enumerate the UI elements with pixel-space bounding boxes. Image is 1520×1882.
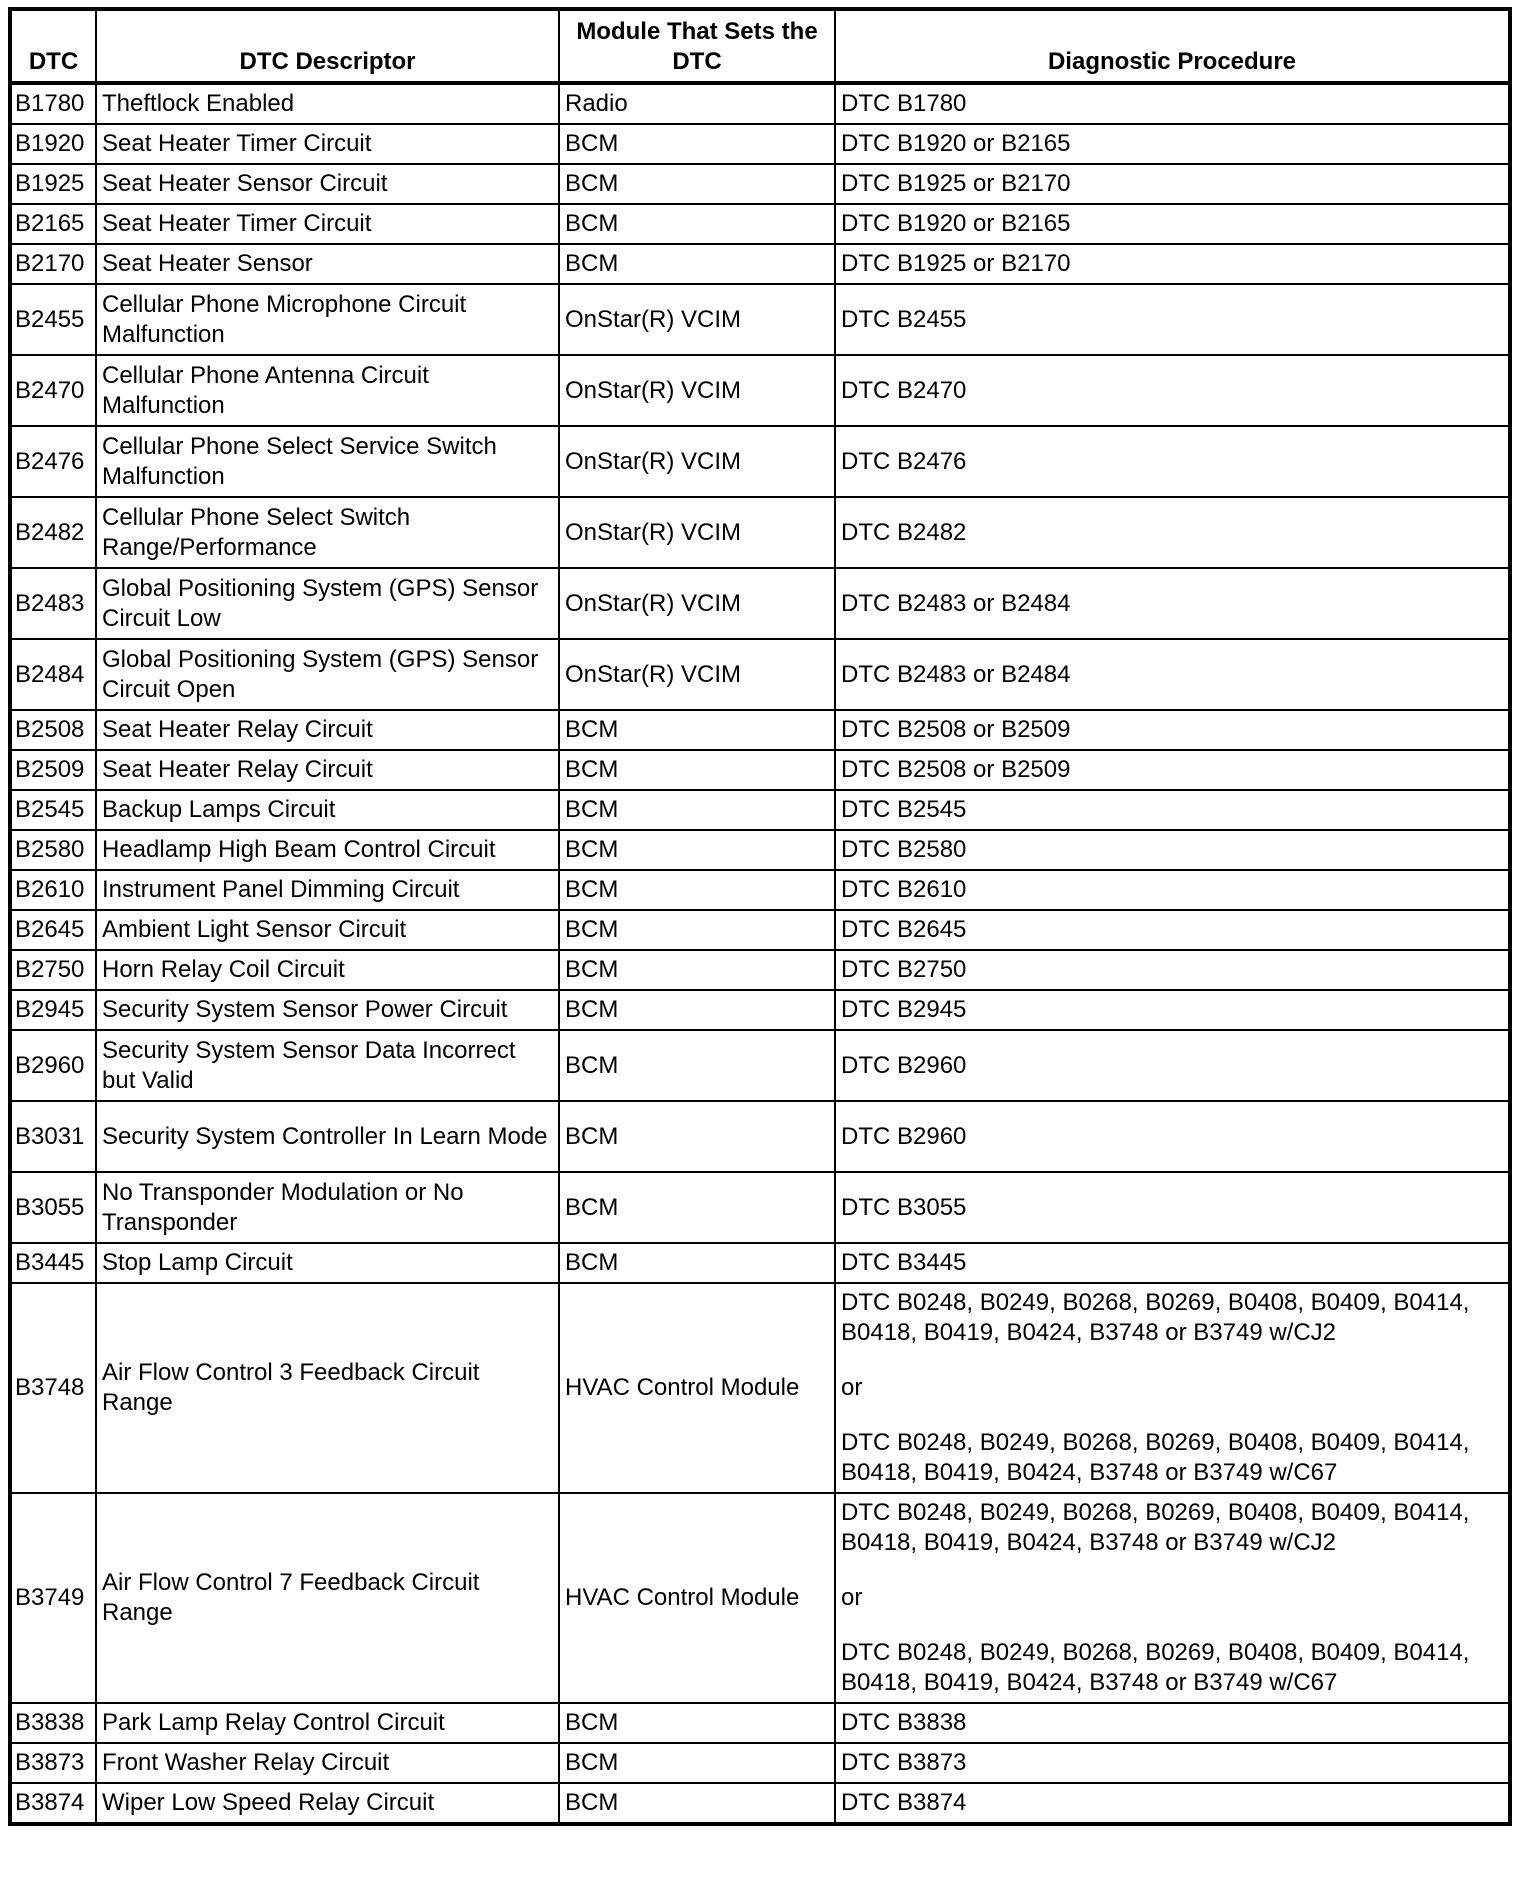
procedure-line: DTC B1920 or B2165 [841, 130, 1071, 157]
module-cell: BCM [559, 244, 835, 284]
module-cell: OnStar(R) VCIM [559, 497, 835, 568]
descriptor-cell: Seat Heater Timer Circuit [96, 204, 559, 244]
descriptor-cell: Security System Sensor Data Incorrect but Valid [96, 1030, 559, 1101]
dtc-code-cell: B3445 [10, 1243, 96, 1283]
procedure-line: DTC B3873 [841, 1749, 967, 1776]
descriptor-cell: Air Flow Control 3 Feedback Circuit Range [96, 1283, 559, 1493]
dtc-code-cell: B2945 [10, 990, 96, 1030]
table-row [10, 750, 1510, 790]
procedure-cell [835, 870, 1510, 910]
dtc-code-cell: B2470 [10, 355, 96, 426]
descriptor-cell: Cellular Phone Antenna Circuit Malfunction [96, 355, 559, 426]
descriptor-cell: Cellular Phone Microphone Circuit Malfunction [96, 284, 559, 355]
procedure-line: DTC B2508 or B2509 [841, 756, 1071, 783]
dtc-code-cell: B3749 [10, 1493, 96, 1703]
dtc-code-cell: B2165 [10, 204, 96, 244]
dtc-code-cell: B2170 [10, 244, 96, 284]
dtc-code-cell: B1920 [10, 124, 96, 164]
module-cell: BCM [559, 950, 835, 990]
procedure-line: DTC B2476 [841, 447, 967, 475]
procedure-cell [835, 204, 1510, 244]
procedure-cell [835, 1703, 1510, 1743]
table-row [10, 790, 1510, 830]
table-row [10, 1743, 1510, 1783]
procedure-cell [835, 284, 1510, 355]
dtc-code-cell: B1780 [10, 83, 96, 124]
dtc-code-cell: B2482 [10, 497, 96, 568]
procedure-line: DTC B1925 or B2170 [841, 250, 1071, 277]
procedure-line: DTC B0248, B0249, B0268, B0269, B0408, B0409, B0414, B0418, B0419, B0424, B3748 or B3749 w/C67 [841, 1639, 1470, 1696]
descriptor-cell: Stop Lamp Circuit [96, 1243, 559, 1283]
procedure-line: DTC B3838 [841, 1709, 967, 1736]
module-cell: OnStar(R) VCIM [559, 284, 835, 355]
module-cell: OnStar(R) VCIM [559, 426, 835, 497]
procedure-cell [835, 910, 1510, 950]
descriptor-cell: Theftlock Enabled [96, 83, 559, 124]
table-row [10, 1283, 1510, 1493]
module-cell: BCM [559, 830, 835, 870]
module-cell: OnStar(R) VCIM [559, 355, 835, 426]
procedure-spacer [841, 1348, 1503, 1373]
procedure-cell [835, 568, 1510, 639]
procedure-line: DTC B2610 [841, 876, 967, 903]
table-row [10, 990, 1510, 1030]
dtc-code-cell: B3748 [10, 1283, 96, 1493]
descriptor-cell: Backup Lamps Circuit [96, 790, 559, 830]
descriptor-cell: Seat Heater Sensor [96, 244, 559, 284]
header-dtc: DTC [10, 9, 96, 83]
module-cell: BCM [559, 790, 835, 830]
procedure-cell [835, 1743, 1510, 1783]
procedure-cell [835, 1030, 1510, 1101]
descriptor-cell: Global Positioning System (GPS) Sensor Circuit Open [96, 639, 559, 710]
header-module: Module That Sets the DTC [559, 9, 835, 83]
table-row [10, 950, 1510, 990]
procedure-cell [835, 355, 1510, 426]
module-cell: BCM [559, 1783, 835, 1824]
table-row [10, 639, 1510, 710]
procedure-cell [835, 426, 1510, 497]
table-row [10, 1030, 1510, 1101]
descriptor-cell: Seat Heater Relay Circuit [96, 750, 559, 790]
table-row [10, 355, 1510, 426]
module-cell: BCM [559, 1101, 835, 1172]
table-row [10, 204, 1510, 244]
module-cell: BCM [559, 910, 835, 950]
descriptor-cell: Park Lamp Relay Control Circuit [96, 1703, 559, 1743]
procedure-line: DTC B2945 [841, 996, 967, 1023]
procedure-spacer [841, 1558, 1503, 1583]
module-cell: HVAC Control Module [559, 1283, 835, 1493]
dtc-code-cell: B2610 [10, 870, 96, 910]
procedure-cell [835, 1243, 1510, 1283]
descriptor-cell: Cellular Phone Select Service Switch Malfunction [96, 426, 559, 497]
table-row [10, 1783, 1510, 1824]
module-cell: BCM [559, 1172, 835, 1243]
table-row [10, 910, 1510, 950]
module-cell: BCM [559, 164, 835, 204]
descriptor-cell: Ambient Light Sensor Circuit [96, 910, 559, 950]
dtc-code-cell: B2476 [10, 426, 96, 497]
table-row [10, 568, 1510, 639]
procedure-line: DTC B1920 or B2165 [841, 210, 1071, 237]
dtc-code-cell: B2750 [10, 950, 96, 990]
procedure-cell [835, 1283, 1510, 1493]
dtc-code-cell: B2509 [10, 750, 96, 790]
procedure-cell [835, 990, 1510, 1030]
procedure-line: DTC B0248, B0249, B0268, B0269, B0408, B0409, B0414, B0418, B0419, B0424, B3748 or B3749 w/CJ2 [841, 1499, 1470, 1556]
procedure-cell [835, 83, 1510, 124]
header-procedure: Diagnostic Procedure [835, 9, 1510, 83]
procedure-cell [835, 124, 1510, 164]
procedure-line: DTC B2470 [841, 376, 967, 404]
descriptor-cell: Horn Relay Coil Circuit [96, 950, 559, 990]
procedure-cell [835, 244, 1510, 284]
module-cell: BCM [559, 1743, 835, 1783]
table-row [10, 124, 1510, 164]
procedure-cell [835, 830, 1510, 870]
descriptor-cell: No Transponder Modulation or No Transponder [96, 1172, 559, 1243]
procedure-spacer [841, 1613, 1503, 1638]
procedure-line: DTC B3445 [841, 1249, 967, 1276]
module-cell: BCM [559, 990, 835, 1030]
procedure-line: DTC B2545 [841, 796, 967, 823]
procedure-cell [835, 164, 1510, 204]
dtc-code-cell: B3031 [10, 1101, 96, 1172]
procedure-line: DTC B2750 [841, 956, 967, 983]
dtc-code-cell: B2508 [10, 710, 96, 750]
table-row [10, 497, 1510, 568]
dtc-code-cell: B2960 [10, 1030, 96, 1101]
module-cell: HVAC Control Module [559, 1493, 835, 1703]
table-row [10, 284, 1510, 355]
descriptor-cell: Seat Heater Timer Circuit [96, 124, 559, 164]
module-cell: BCM [559, 1703, 835, 1743]
procedure-cell [835, 497, 1510, 568]
header-descriptor: DTC Descriptor [96, 9, 559, 83]
table-row [10, 1101, 1510, 1172]
module-cell: OnStar(R) VCIM [559, 568, 835, 639]
procedure-line: DTC B2483 or B2484 [841, 589, 1071, 617]
dtc-code-cell: B3873 [10, 1743, 96, 1783]
procedure-line: DTC B3055 [841, 1193, 967, 1221]
module-cell: BCM [559, 124, 835, 164]
module-cell: Radio [559, 83, 835, 124]
procedure-line: DTC B2645 [841, 916, 967, 943]
procedure-line: DTC B2482 [841, 518, 967, 546]
module-cell: BCM [559, 870, 835, 910]
dtc-code-cell: B3838 [10, 1703, 96, 1743]
procedure-line: or [841, 1584, 863, 1611]
descriptor-cell: Security System Controller In Learn Mode [96, 1101, 559, 1172]
procedure-line: DTC B0248, B0249, B0268, B0269, B0408, B0409, B0414, B0418, B0419, B0424, B3748 or B3749 w/CJ2 [841, 1289, 1470, 1346]
dtc-code-cell: B2455 [10, 284, 96, 355]
table-body [10, 83, 1510, 1824]
procedure-cell [835, 750, 1510, 790]
procedure-line: DTC B2483 or B2484 [841, 660, 1071, 688]
table-row [10, 870, 1510, 910]
descriptor-cell: Cellular Phone Select Switch Range/Performance [96, 497, 559, 568]
descriptor-cell: Global Positioning System (GPS) Sensor Circuit Low [96, 568, 559, 639]
table-row [10, 710, 1510, 750]
dtc-code-cell: B2484 [10, 639, 96, 710]
procedure-line: DTC B2580 [841, 836, 967, 863]
module-cell: BCM [559, 1030, 835, 1101]
table-row [10, 1172, 1510, 1243]
procedure-line: DTC B2508 or B2509 [841, 716, 1071, 743]
table-row [10, 426, 1510, 497]
descriptor-cell: Headlamp High Beam Control Circuit [96, 830, 559, 870]
dtc-code-cell: B2545 [10, 790, 96, 830]
dtc-code-cell: B1925 [10, 164, 96, 204]
module-cell: BCM [559, 710, 835, 750]
procedure-line: DTC B2960 [841, 1122, 967, 1150]
module-cell: BCM [559, 1243, 835, 1283]
procedure-cell [835, 1101, 1510, 1172]
procedure-cell [835, 639, 1510, 710]
dtc-code-cell: B2483 [10, 568, 96, 639]
table-row [10, 1703, 1510, 1743]
procedure-line: DTC B0248, B0249, B0268, B0269, B0408, B0409, B0414, B0418, B0419, B0424, B3748 or B3749 w/C67 [841, 1429, 1470, 1486]
procedure-line: DTC B2960 [841, 1051, 967, 1079]
procedure-line: DTC B1780 [841, 90, 967, 117]
dtc-code-cell: B2580 [10, 830, 96, 870]
procedure-cell [835, 1783, 1510, 1824]
descriptor-cell: Wiper Low Speed Relay Circuit [96, 1783, 559, 1824]
module-cell: OnStar(R) VCIM [559, 639, 835, 710]
table-row [10, 164, 1510, 204]
procedure-cell [835, 1493, 1510, 1703]
descriptor-cell: Seat Heater Relay Circuit [96, 710, 559, 750]
dtc-code-cell: B2645 [10, 910, 96, 950]
dtc-code-cell: B3874 [10, 1783, 96, 1824]
descriptor-cell: Seat Heater Sensor Circuit [96, 164, 559, 204]
procedure-spacer [841, 1403, 1503, 1428]
module-cell: BCM [559, 204, 835, 244]
procedure-cell [835, 790, 1510, 830]
header-row [10, 9, 1510, 83]
table-row [10, 1243, 1510, 1283]
descriptor-cell: Air Flow Control 7 Feedback Circuit Range [96, 1493, 559, 1703]
table-row [10, 1493, 1510, 1703]
procedure-line: or [841, 1374, 863, 1401]
descriptor-cell: Front Washer Relay Circuit [96, 1743, 559, 1783]
procedure-line: DTC B3874 [841, 1789, 967, 1816]
procedure-line: DTC B2455 [841, 305, 967, 333]
table-row [10, 244, 1510, 284]
procedure-cell [835, 1172, 1510, 1243]
table-row [10, 83, 1510, 124]
procedure-cell [835, 710, 1510, 750]
procedure-cell [835, 950, 1510, 990]
table-row [10, 830, 1510, 870]
descriptor-cell: Security System Sensor Power Circuit [96, 990, 559, 1030]
procedure-line: DTC B1925 or B2170 [841, 170, 1071, 197]
descriptor-cell: Instrument Panel Dimming Circuit [96, 870, 559, 910]
dtc-code-cell: B3055 [10, 1172, 96, 1243]
dtc-table [8, 7, 1512, 1826]
module-cell: BCM [559, 750, 835, 790]
